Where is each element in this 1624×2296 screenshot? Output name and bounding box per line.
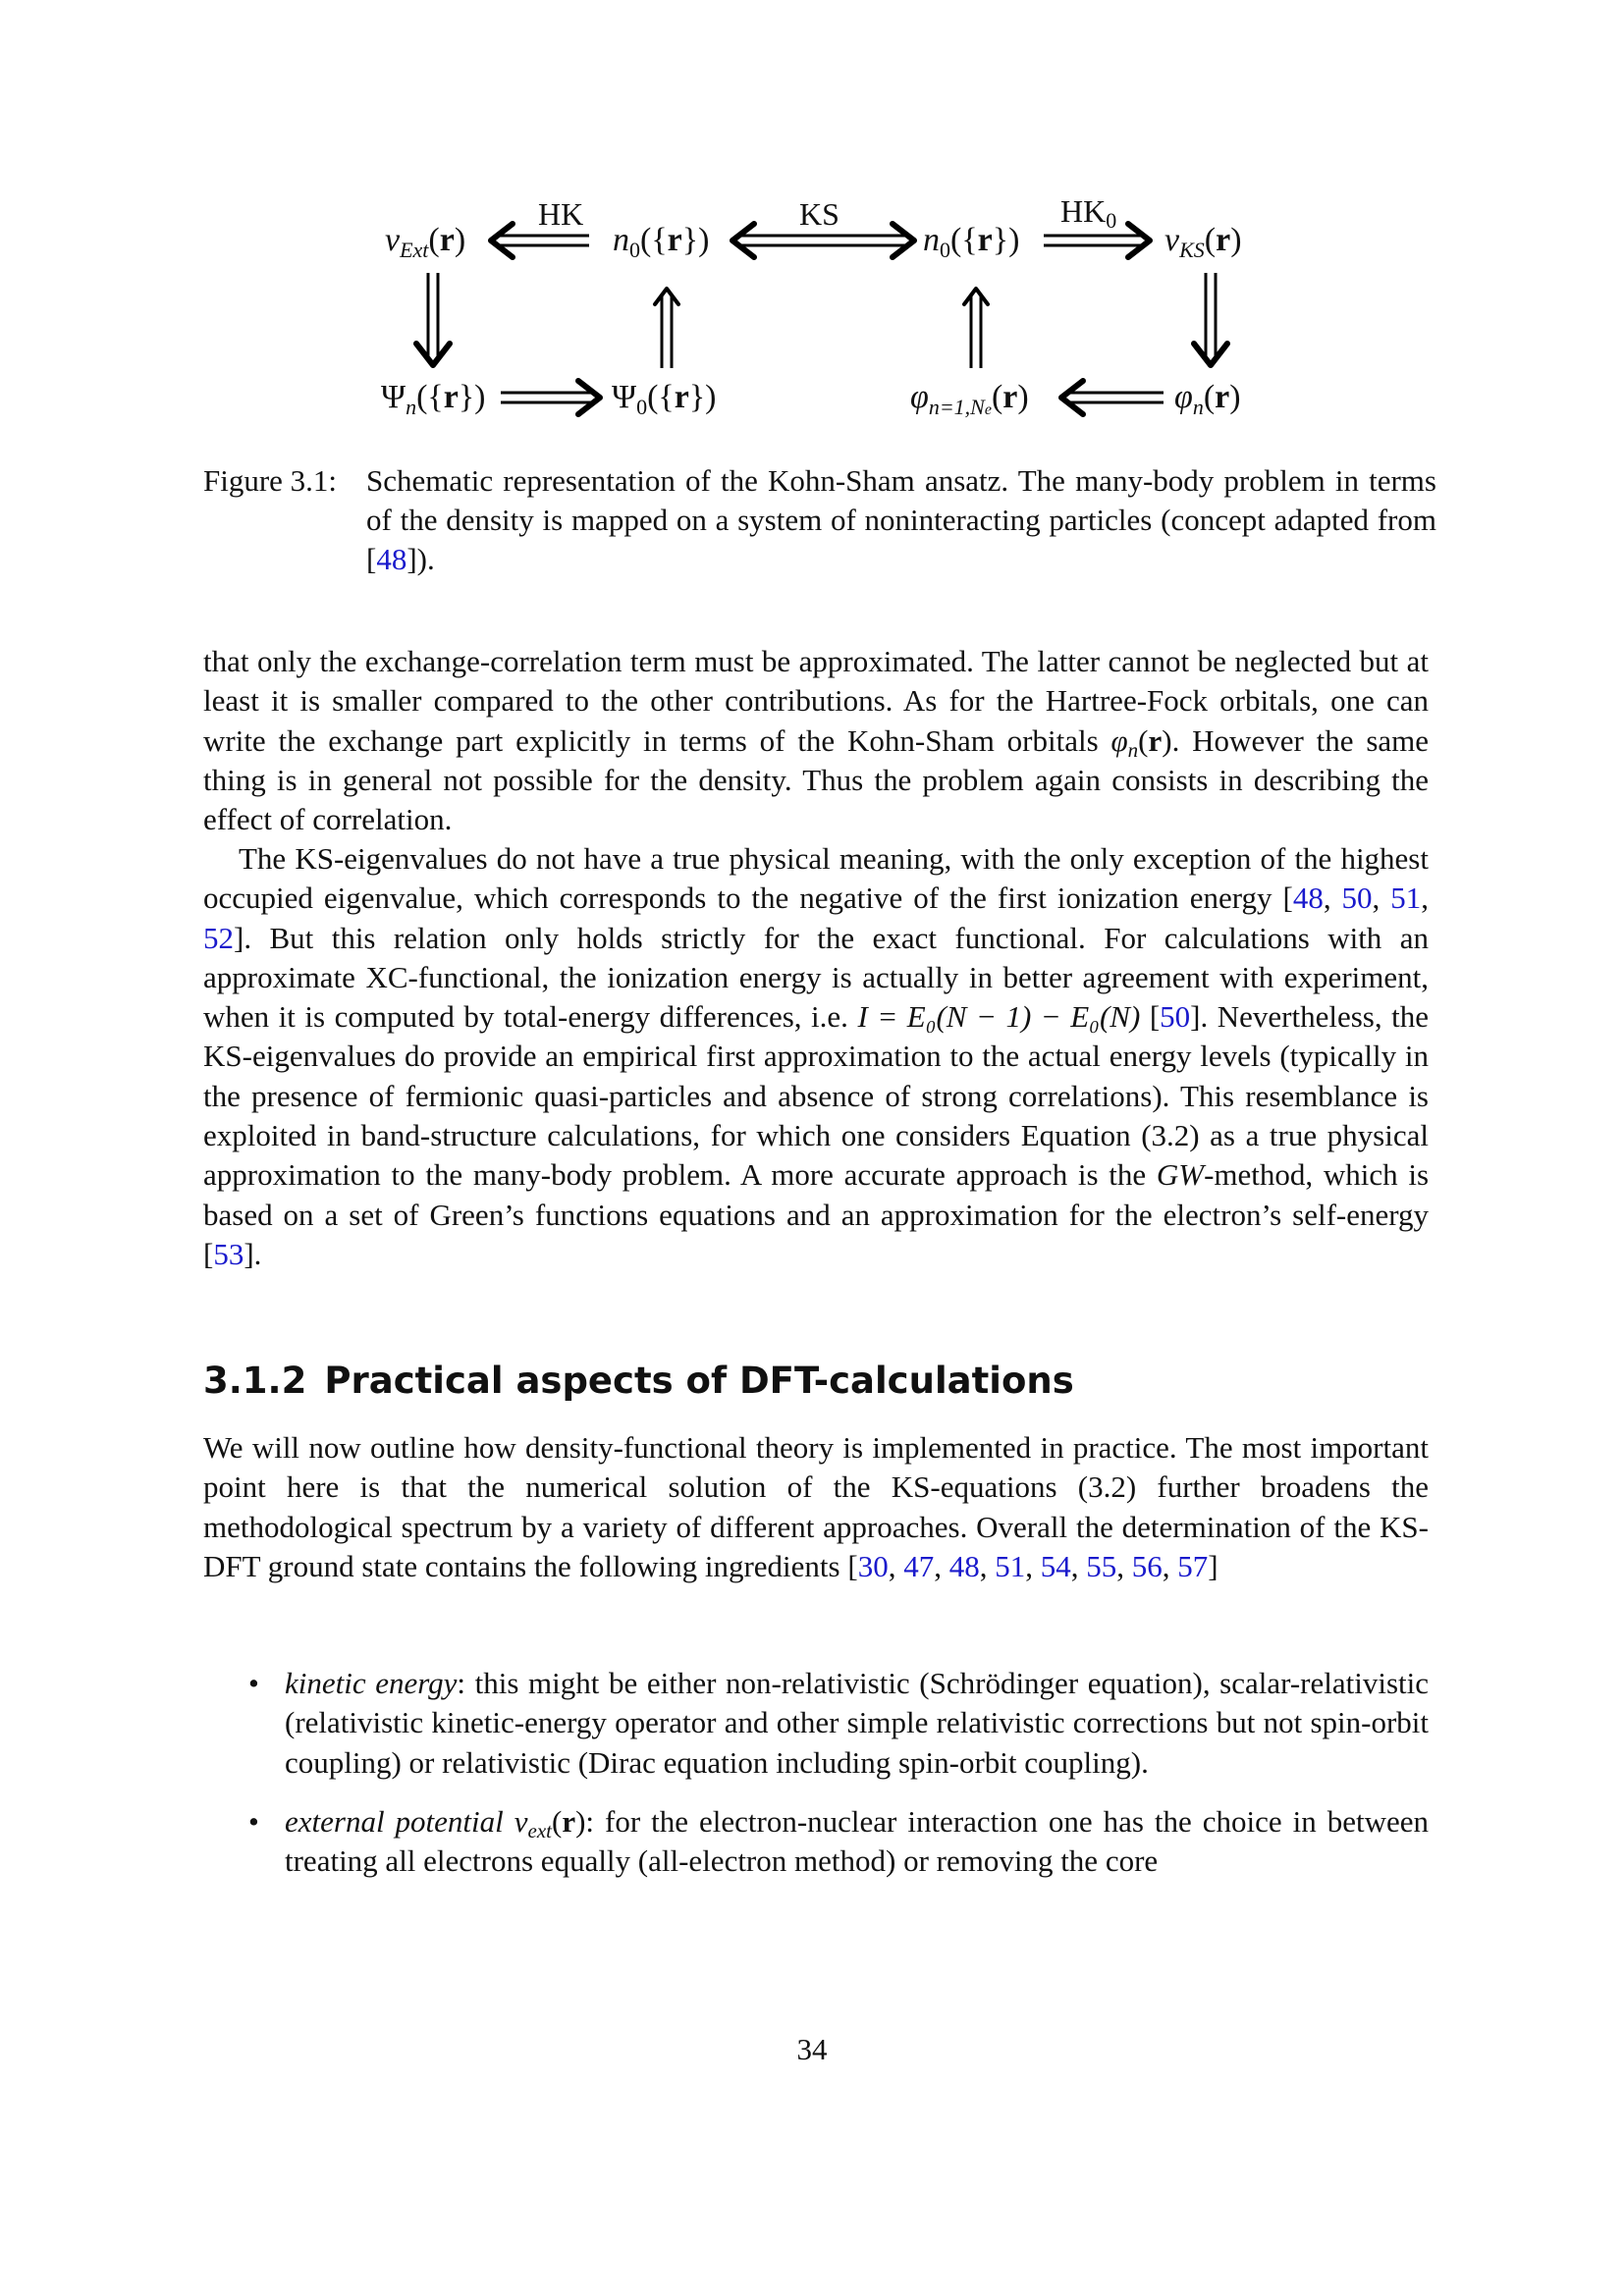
citation-link[interactable]: 48 (1292, 881, 1324, 916)
citation-link[interactable]: 57 (1177, 1548, 1209, 1583)
page-number: 34 (796, 2032, 828, 2066)
arrow-phi-up (964, 289, 988, 368)
kohn-sham-diagram (0, 0, 1624, 452)
paragraph-3: We will now outline how density-functional theory is implemented in practice. The most important point here is that the numerical solution of the KS-equations (3.2) further broadens the methodological spectrum by a variety of different approaches. Overall the determination of the KS-DFT ground state contains the following ingredients [30, 47, 48, 51, 54, 55, 56, 57] (203, 1430, 1429, 1583)
citation-link[interactable]: 48 (948, 1548, 980, 1583)
citation-link[interactable]: 55 (1086, 1548, 1117, 1583)
section-heading (203, 1360, 1092, 1403)
citation-link[interactable]: 51 (995, 1548, 1026, 1583)
arrow-psi0-up (655, 289, 678, 368)
ingredients-list (241, 1664, 1429, 1900)
node-psi-n: $\Psi_n(\{r\})$ (381, 379, 486, 419)
bullet-icon: • (248, 1803, 259, 1839)
citation-link[interactable]: 52 (203, 920, 234, 955)
list-item: • kinetic energy: this might be either non-relativistic (Schrödinger equation), scalar-relativistic (relativistic kinetic-energy operator and other simple relativistic corrections but not spin-orbit coupling) or relativistic (Dirac equation including spin-orbit coupling). (248, 1666, 1429, 1780)
citation-link[interactable]: 51 (1390, 881, 1422, 916)
caption-label: Figure 3.1: (203, 463, 338, 498)
arrow-vks-down (1194, 273, 1227, 365)
arrow-phi-left (1061, 381, 1164, 414)
citation-link[interactable]: 30 (857, 1548, 889, 1583)
edge-label-hk: HK (538, 196, 584, 232)
citation-link[interactable]: 47 (903, 1548, 935, 1583)
section-title: Practical aspects of DFT-calculations (324, 1360, 1074, 1402)
node-phi-n: $\varphi_n(r)$ (1174, 379, 1241, 419)
node-psi-0: $\Psi_0(\{r\})$ (612, 379, 717, 419)
node-phi-occupied: $\varphi_{n=1,Ne}(r)$ (910, 379, 1029, 419)
arrow-vext-down (416, 273, 450, 365)
citation-link[interactable]: 50 (1160, 999, 1191, 1035)
caption-text: Schematic representation of the Kohn-Sham ansatz. The many-body problem in terms of the density is mapped on a system of noninteracting particles (concept adapted from [48]). (366, 463, 1436, 576)
citation-link[interactable]: 50 (1341, 881, 1373, 916)
citation-link[interactable]: 54 (1040, 1548, 1071, 1583)
edge-label-ks: KS (799, 196, 839, 232)
citation-link[interactable]: 48 (376, 542, 407, 576)
node-n0-right: $n_0(\{r\})$ (923, 222, 1020, 262)
list-item: • external potential $v_{ext}(r)$: for the electron-nuclear interaction one has the choice in between treating all electrons equally (all-electron method) or removing the core (248, 1803, 1429, 1879)
arrow-psi-right (501, 381, 600, 414)
edge-label-hk0: $HK_0$ (1060, 193, 1117, 233)
paragraph-2: The KS-eigenvalues do not have a true physical meaning, with the only exception of the highest occupied eigenvalue, which corresponds to the negative of the first ionization energy [48, 50, 51, 52]. But this relation only holds strictly for the exact functional. For calculations with an approximate XC-functional, the ionization energy is actually in better agreement with experiment, when it is computed by total-energy differences, i.e. I = E₀(N − 1) − E₀(N) [50]. Nevertheless, the KS-eigenvalues do provide an empirical first approximation to the actual energy levels (typically in the presence of fermionic quasi-particles and absence of strong correlations). This resemblance is exploited in band-structure calculations, for which one considers Equation (3.2) as a true physical approximation to the many-body problem. A more accurate approach is the GW-method, which is based on a set of Green’s functions equations and an approximation for the electron’s self-energy [53]. (203, 841, 1430, 1271)
citation-link[interactable]: 53 (213, 1236, 244, 1271)
node-n0-left: $n_0(\{r\})$ (613, 222, 710, 262)
node-v-ext: $v_{Ext}(r)$ (385, 222, 466, 262)
bullet-icon: • (248, 1666, 259, 1700)
arrow-hk0 (1044, 224, 1150, 257)
formula-ionization: I = E₀(N − 1) − E₀(N) (857, 999, 1141, 1035)
citation-link[interactable]: 56 (1131, 1548, 1163, 1583)
paragraph-1: that only the exchange-correlation term must be approximated. The latter cannot be neglected but at least it is smaller compared to the other contributions. As for the Hartree-Fock orbitals, one can write the exchange part explicitly in terms of the Kohn-Sham orbitals $\varphi_n(r)$. However the same thing is in general not possible for the density. Thus the problem again consists in describing the effect of correlation. (203, 644, 1430, 837)
section-number: 3.1.2 (203, 1360, 307, 1402)
node-v-ks: $v_{KS}(r)$ (1164, 222, 1242, 262)
